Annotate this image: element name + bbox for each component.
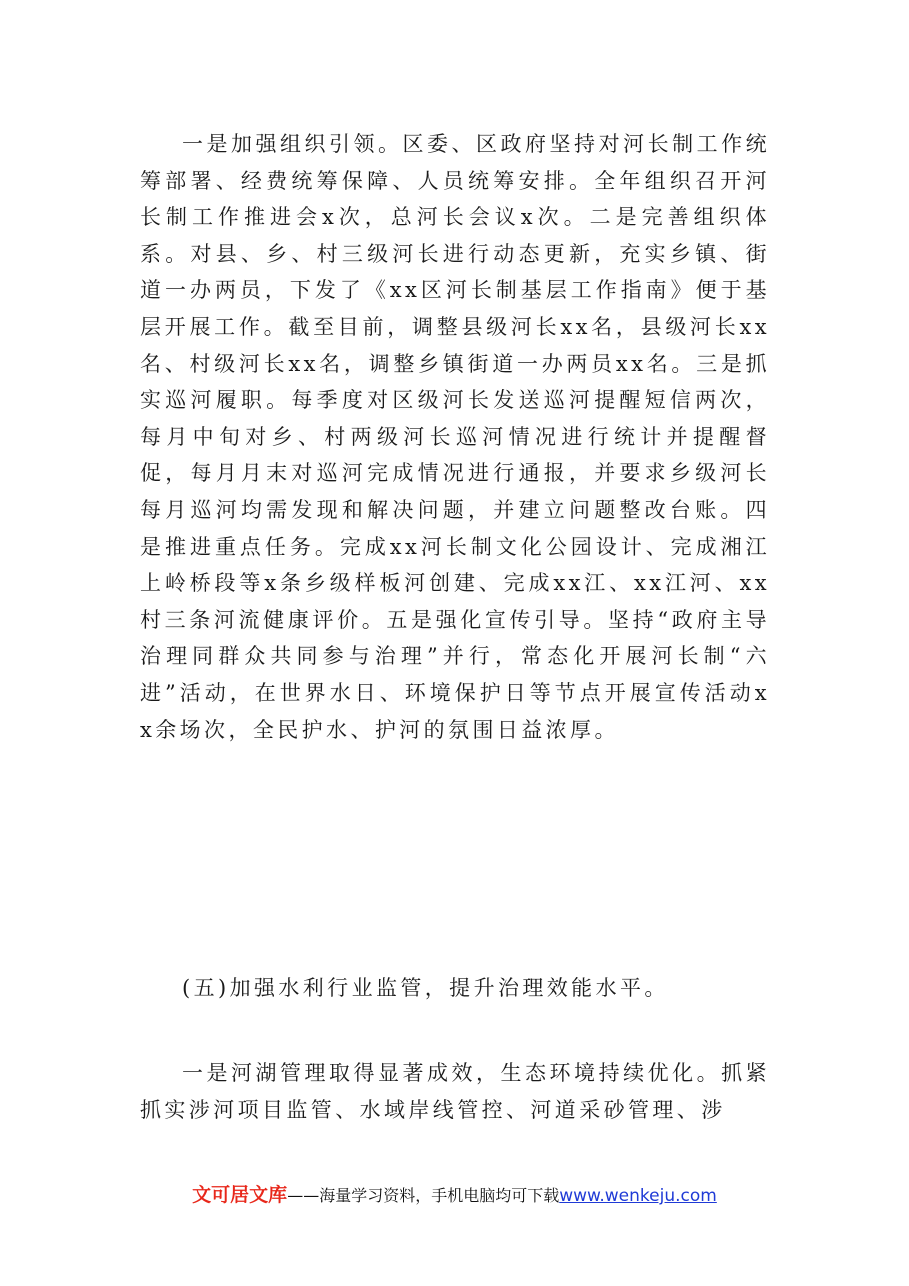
footer-website-link[interactable]: www.wenkeju.com — [559, 1186, 717, 1206]
paragraph-river-chief-work: 一是加强组织引领。区委、区政府坚持对河长制工作统筹部署、经费统筹保障、人员统筹安排。全年组织召开河长制工作推进会x次，总河长会议x次。二是完善组织体系。对县、乡、村三级河长进行动态更新，充实乡镇、街道一办两员，下发了《xx区河长制基层工作指南》便于基层开展工作。截至目前，调整县级河长xx名，县级河长xx名、村级河长xx名，调整乡镇街道一办两员xx名。三是抓实巡河履职。每季度对区级河长发送巡河提醒短信两次，每月中旬对乡、村两级河长巡河情况进行统计并提醒督促，每月月末对巡河完成情况进行通报，并要求乡级河长每月巡河均需发现和解决问题，并建立问题整改台账。四是推进重点任务。完成xx河长制文化公园设计、完成湘江上岭桥段等x条乡级样板河创建、完成xx江、xx江河、xx村三条河流健康评价。五是强化宣传引导。坚持“政府主导治理同群众共同参与治理”并行，常态化开展河长制“六进”活动，在世界水日、环境保护日等节点开展宣传活动xx余场次，全民护水、护河的氛围日益浓厚。 — [140, 132, 770, 742]
footer-banner — [0, 1180, 909, 1207]
footer-brand: 文可居文库 — [192, 1184, 288, 1206]
section-heading-five: (五)加强水利行业监管，提升治理效能水平。 — [182, 976, 669, 1000]
paragraph-river-lake-management: 一是河湖管理取得显著成效，生态环境持续优化。抓紧抓实涉河项目监管、水域岸线管控、河道采砂管理、涉 — [140, 1061, 770, 1122]
footer-tagline: ——海量学习资料，手机电脑均可下载 — [287, 1186, 560, 1205]
